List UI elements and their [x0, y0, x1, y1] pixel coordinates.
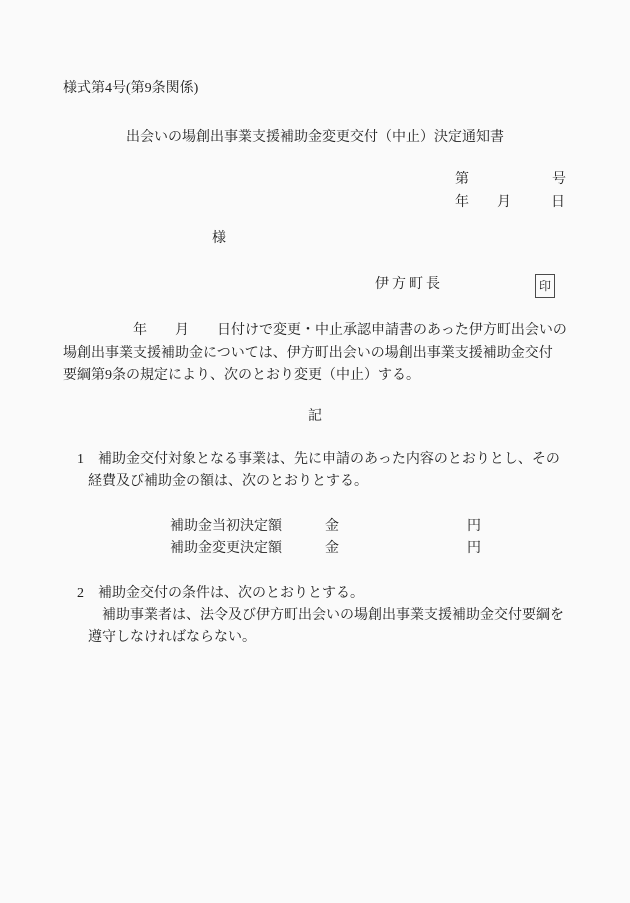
addressee-honorific: 様 — [212, 231, 226, 246]
section-2-text: 補助金交付の条件は、次のとおりとする。 — [98, 586, 364, 601]
section-1-continuation: 経費及び補助金の額は、次のとおりとする。 — [88, 474, 368, 489]
doc-number-prefix: 第 — [455, 172, 469, 187]
body-line: 年 月 日付けで変更・中止承認申請書のあった伊方町出会いの — [63, 323, 567, 338]
section-1-heading — [77, 452, 560, 468]
body-paragraph — [63, 320, 577, 388]
section-2-continuation: 遵守しなければならない。 — [88, 630, 256, 645]
form-number: 様式第4号(第9条関係) — [63, 81, 199, 96]
body-line: 場創出事業支援補助金については、伊方町出会いの場創出事業支援補助金交付 — [63, 345, 553, 361]
currency-unit: 円 — [467, 541, 481, 556]
body-line: 要綱第9条の規定により、次のとおり変更（中止）する。 — [63, 368, 420, 383]
doc-number-suffix: 号 — [552, 172, 566, 187]
section-1-number: 1 — [77, 452, 84, 467]
amount-label: 補助金変更決定額 — [170, 541, 282, 556]
document-title: 出会いの場創出事業支援補助金変更交付（中止）決定通知書 — [126, 130, 504, 145]
section-2-number: 2 — [77, 586, 84, 601]
currency-prefix: 金 — [325, 519, 339, 534]
section-2-heading — [77, 586, 364, 602]
date-year-label: 年 — [455, 195, 469, 210]
seal-stamp-box: 印 — [535, 274, 555, 298]
currency-unit: 円 — [467, 519, 481, 534]
section-1-text: 補助金交付対象となる事業は、先に申請のあった内容のとおりとし、その — [98, 452, 560, 467]
amount-label: 補助金当初決定額 — [170, 519, 282, 534]
currency-prefix: 金 — [325, 541, 339, 556]
sender-title: 伊方町長 — [375, 277, 443, 292]
date-day-label: 日 — [551, 195, 565, 210]
section-2-continuation: 補助事業者は、法令及び伊方町出会いの場創出事業支援補助金交付要綱を — [102, 608, 564, 623]
date-month-label: 月 — [497, 195, 511, 210]
list-start-marker: 記 — [308, 409, 322, 424]
